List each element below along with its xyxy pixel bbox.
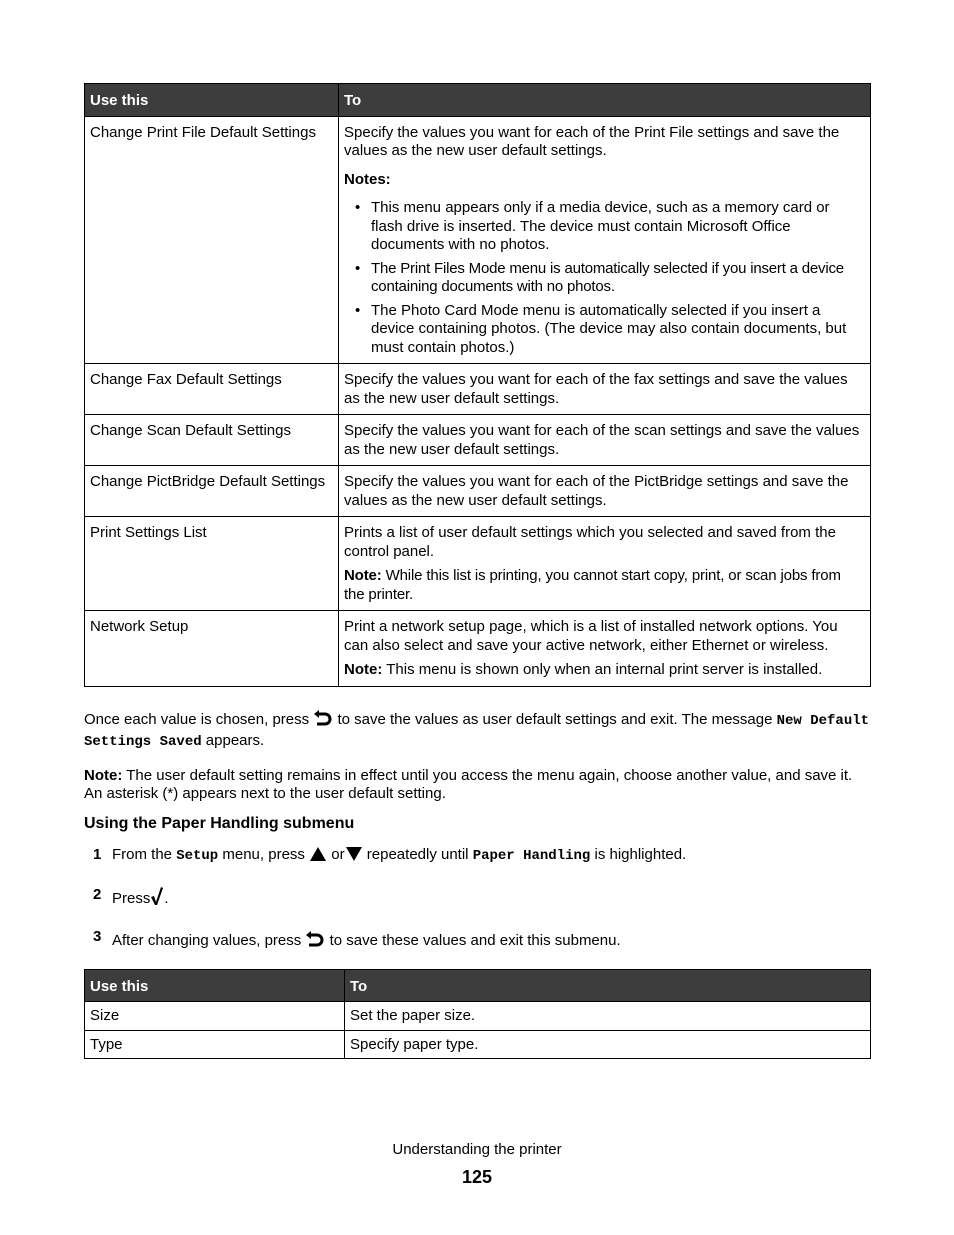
row-label: Change Fax Default Settings xyxy=(85,364,339,415)
page-content xyxy=(84,83,871,1059)
row-description: Specify paper type. xyxy=(345,1030,871,1059)
notes-list xyxy=(344,199,865,357)
row-label: Network Setup xyxy=(85,611,339,687)
list-item: • The Photo Card Mode menu is automatically selected if you insert a device containing photos. (The device may also contain documents, but must contain photos.) xyxy=(371,302,865,358)
note-label: Note: xyxy=(344,661,383,678)
step-text: to save these values and exit this submenu. xyxy=(329,932,621,949)
step-1 xyxy=(84,846,871,868)
notes-label: Notes: xyxy=(344,170,391,188)
table-row xyxy=(85,1030,871,1059)
up-arrow-icon xyxy=(309,846,327,868)
step-3 xyxy=(84,928,871,954)
note-body: This menu is shown only when an internal print server is installed. xyxy=(386,661,823,678)
column-header-to: To xyxy=(339,84,871,117)
column-header-use-this: Use this xyxy=(85,84,339,117)
row-label: Change PictBridge Default Settings xyxy=(85,466,339,517)
paper-handling-table xyxy=(84,969,871,1060)
menu-code-setup: Setup xyxy=(176,848,219,864)
para-text: appears. xyxy=(205,732,265,749)
list-item: • The Print Files Mode menu is automatically selected if you insert a device containing documents with no photos. xyxy=(371,260,865,297)
menu-code-paper-handling: Paper Handling xyxy=(472,848,591,864)
row-label: Size xyxy=(85,1002,345,1031)
step-text: menu, press xyxy=(222,846,305,863)
column-header-to: To xyxy=(345,969,871,1002)
row-label: Print Settings List xyxy=(85,517,339,611)
footer-title: Understanding the printer xyxy=(392,1141,562,1158)
note-text xyxy=(344,567,865,604)
para-text: Once each value is chosen, press xyxy=(84,710,310,728)
table-row xyxy=(85,415,871,466)
page-number: 125 xyxy=(461,1167,493,1187)
down-arrow-icon xyxy=(345,846,363,868)
default-settings-table xyxy=(84,83,871,687)
step-text: From the xyxy=(112,846,173,863)
row-description xyxy=(339,517,871,611)
message-code: New Default Settings Saved xyxy=(84,712,870,750)
step-text: or xyxy=(331,846,345,863)
row-description: Specify the values you want for each of the fax settings and save the values as the new user default settings. xyxy=(339,364,871,415)
description-text: Prints a list of user default settings which you selected and saved from the control panel. xyxy=(344,524,836,560)
step-text: Press xyxy=(112,889,151,907)
save-instructions xyxy=(84,707,871,752)
table-row xyxy=(85,1002,871,1031)
table-row xyxy=(85,611,871,687)
table-row xyxy=(85,517,871,611)
table-header-row xyxy=(85,84,871,117)
section-heading: Using the Paper Handling submenu xyxy=(84,814,355,832)
row-label: Change Print File Default Settings xyxy=(85,116,339,364)
table-row xyxy=(85,466,871,517)
note-label: Note: xyxy=(84,766,123,784)
checkmark-icon xyxy=(150,886,164,912)
table-row xyxy=(85,364,871,415)
back-arrow-icon xyxy=(313,707,333,733)
row-description: Specify the values you want for each of the PictBridge settings and save the values as the new user default settings. xyxy=(339,466,871,517)
note-body: While this list is printing, you cannot start copy, print, or scan jobs from the printer. xyxy=(344,567,841,603)
step-number: 1 xyxy=(93,846,102,863)
description-text: Print a network setup page, which is a list of installed network options. You can also select and save your active network, either Ethernet or wireless. xyxy=(344,618,838,654)
note-body: The user default setting remains in effect until you access the menu again, choose another value, and save it. An asterisk (*) appears next to the user default setting. xyxy=(84,766,853,802)
note-label: Note: xyxy=(344,567,382,584)
step-number: 2 xyxy=(93,885,102,903)
para-text: to save the values as user default settings and exit. The message xyxy=(337,710,773,728)
step-text: After changing values, press xyxy=(112,932,302,949)
column-header-use-this: Use this xyxy=(85,969,345,1002)
row-description xyxy=(339,116,871,364)
row-label: Change Scan Default Settings xyxy=(85,415,339,466)
step-number: 3 xyxy=(93,928,102,945)
table-header-row xyxy=(85,969,871,1002)
note-text xyxy=(344,661,865,680)
row-label: Type xyxy=(85,1030,345,1059)
row-description xyxy=(339,611,871,687)
list-item: • This menu appears only if a media device, such as a memory card or flash drive is inserted. The device must contain Microsoft Office documents with no photos. xyxy=(371,199,865,255)
note-paragraph xyxy=(84,767,871,804)
step-text: . xyxy=(164,889,169,907)
step-text: is highlighted. xyxy=(594,846,687,863)
row-description: Set the paper size. xyxy=(345,1002,871,1031)
description-text: Specify the values you want for each of the Print File settings and save the values as the new user default settings. xyxy=(344,123,840,159)
row-description: Specify the values you want for each of the scan settings and save the values as the new user default settings. xyxy=(339,415,871,466)
table-row xyxy=(85,116,871,364)
back-arrow-icon xyxy=(305,928,325,954)
step-2 xyxy=(84,886,871,912)
step-text: repeatedly until xyxy=(366,846,469,863)
